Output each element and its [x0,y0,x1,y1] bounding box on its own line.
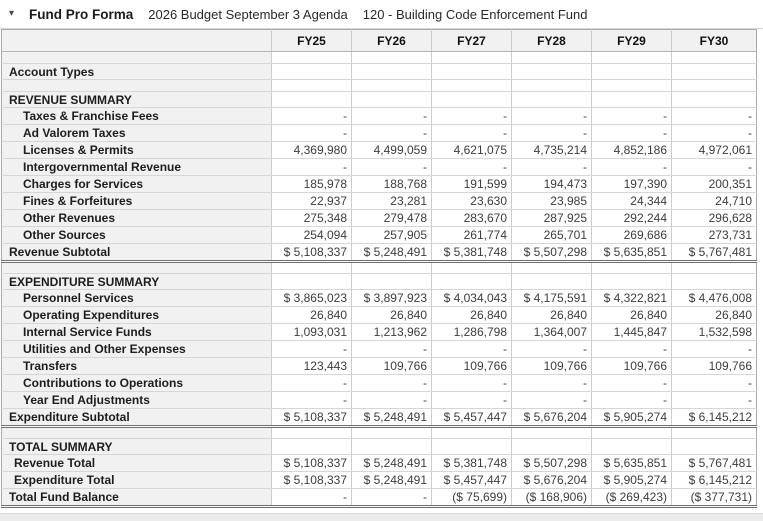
cell: $ 6,145,212 [672,409,757,427]
table-row [2,125,757,142]
row-label: Utilities and Other Expenses [2,341,272,358]
cell: $ 5,248,491 [352,244,432,262]
cell: 273,731 [672,227,757,244]
cell: - [352,392,432,409]
cell [672,439,757,455]
cell [352,439,432,455]
column-header-fy28: FY28 [512,30,592,52]
cell: ($ 75,699) [432,489,512,507]
cell [592,274,672,290]
table-row [2,375,757,392]
table-row [2,92,757,108]
cell: 200,351 [672,176,757,193]
cell: - [512,392,592,409]
cell: $ 5,767,481 [672,455,757,472]
cell: 191,599 [432,176,512,193]
cell: 265,701 [512,227,592,244]
cell: 22,937 [272,193,352,210]
table-row [2,409,757,427]
cell: - [672,108,757,125]
table-row [2,52,757,64]
cell [432,64,512,80]
cell: - [352,125,432,142]
table-row [2,193,757,210]
cell: - [272,341,352,358]
cell: - [432,392,512,409]
table-row [2,341,757,358]
cell: 254,094 [272,227,352,244]
row-label: Intergovernmental Revenue [2,159,272,176]
cell [512,439,592,455]
cell: 23,281 [352,193,432,210]
cell [672,274,757,290]
cell: $ 4,034,043 [432,290,512,307]
column-header-fy29: FY29 [592,30,672,52]
cell [352,262,432,274]
cell [672,427,757,439]
row-label [2,262,272,274]
table-row [2,427,757,439]
cell [672,80,757,92]
row-label [2,427,272,439]
row-label: Operating Expenditures [2,307,272,324]
row-label: TOTAL SUMMARY [2,439,272,455]
cell [512,274,592,290]
table-row [2,64,757,80]
cell [672,64,757,80]
cell: $ 5,767,481 [672,244,757,262]
cell: 197,390 [592,176,672,193]
cell: $ 3,897,923 [352,290,432,307]
row-label: Licenses & Permits [2,142,272,159]
row-label: Year End Adjustments [2,392,272,409]
cell: $ 5,248,491 [352,409,432,427]
cell: 4,972,061 [672,142,757,159]
cell: 24,710 [672,193,757,210]
cell: $ 5,635,851 [592,455,672,472]
cell: $ 5,635,851 [592,244,672,262]
cell: 1,364,007 [512,324,592,341]
cell: 296,628 [672,210,757,227]
cell: 283,670 [432,210,512,227]
cell: $ 5,676,204 [512,409,592,427]
table-row [2,274,757,290]
cell [432,92,512,108]
cell [512,52,592,64]
cell: - [512,341,592,358]
cell: 123,443 [272,358,352,375]
cell [432,274,512,290]
cell: - [352,489,432,507]
cell: 4,369,980 [272,142,352,159]
cell: 23,985 [512,193,592,210]
column-header-fy26: FY26 [352,30,432,52]
row-label: Ad Valorem Taxes [2,125,272,142]
cell: $ 5,108,337 [272,244,352,262]
cell [672,92,757,108]
table-row [2,244,757,262]
cell [592,92,672,108]
cell: 4,621,075 [432,142,512,159]
column-header-fy25: FY25 [272,30,352,52]
cell: - [272,375,352,392]
cell [432,262,512,274]
cell: 194,473 [512,176,592,193]
table-row [2,80,757,92]
cell: 23,630 [432,193,512,210]
cell [352,80,432,92]
cell: $ 5,108,337 [272,472,352,489]
cell: 109,766 [592,358,672,375]
cell [592,427,672,439]
cell [352,64,432,80]
cell: 1,213,962 [352,324,432,341]
breadcrumb-budget: 2026 Budget September 3 Agenda [148,6,348,22]
cell: 26,840 [512,307,592,324]
cell: 185,978 [272,176,352,193]
cell: - [352,375,432,392]
row-label [2,52,272,64]
cell: $ 5,248,491 [352,472,432,489]
cell: 4,735,214 [512,142,592,159]
cell: - [672,392,757,409]
row-label: Charges for Services [2,176,272,193]
cell: - [352,341,432,358]
column-header-fy30: FY30 [672,30,757,52]
cell: $ 6,145,212 [672,472,757,489]
page-title: Fund Pro Forma [29,6,134,22]
row-label: Contributions to Operations [2,375,272,392]
cell: $ 5,457,447 [432,472,512,489]
collapse-chevron-icon[interactable]: ▾ [9,8,15,19]
table-row [2,472,757,489]
cell: - [272,159,352,176]
cell [352,274,432,290]
cell: 109,766 [672,358,757,375]
table-row [2,142,757,159]
cell: - [272,392,352,409]
cell [272,427,352,439]
table-row [2,290,757,307]
cell [672,262,757,274]
cell: 4,852,186 [592,142,672,159]
cell: 1,093,031 [272,324,352,341]
cell: - [352,108,432,125]
row-label: Transfers [2,358,272,375]
cell [672,52,757,64]
cell: 287,925 [512,210,592,227]
cell: 257,905 [352,227,432,244]
table-row [2,324,757,341]
cell: $ 5,248,491 [352,455,432,472]
row-label: Taxes & Franchise Fees [2,108,272,125]
proforma-table [1,29,757,508]
cell: 1,445,847 [592,324,672,341]
cell: - [272,489,352,507]
table-row [2,210,757,227]
cell: 26,840 [432,307,512,324]
panel-header [0,0,763,29]
row-label: REVENUE SUMMARY [2,92,272,108]
cell: 26,840 [272,307,352,324]
table-row [2,262,757,274]
cell [272,262,352,274]
row-label: Internal Service Funds [2,324,272,341]
cell: 1,286,798 [432,324,512,341]
cell [272,439,352,455]
row-label: Revenue Subtotal [2,244,272,262]
cell: - [592,125,672,142]
cell: 26,840 [592,307,672,324]
cell: - [512,375,592,392]
cell [512,92,592,108]
row-label [2,80,272,92]
cell: - [672,341,757,358]
cell [432,427,512,439]
cell: $ 5,905,274 [592,472,672,489]
table-row [2,176,757,193]
cell: - [352,159,432,176]
cell: 1,532,598 [672,324,757,341]
row-label: Account Types [2,64,272,80]
cell: - [432,159,512,176]
cell: - [592,375,672,392]
cell: $ 5,381,748 [432,244,512,262]
cell [432,439,512,455]
row-label: Expenditure Total [2,472,272,489]
table-row [2,358,757,375]
cell: 188,768 [352,176,432,193]
cell: - [592,341,672,358]
cell [352,92,432,108]
cell: 109,766 [432,358,512,375]
cell: - [432,375,512,392]
cell: ($ 269,423) [592,489,672,507]
row-label: Fines & Forfeitures [2,193,272,210]
cell: $ 5,108,337 [272,409,352,427]
cell: 292,244 [592,210,672,227]
cell: - [512,125,592,142]
cell: - [272,125,352,142]
cell: - [592,108,672,125]
cell [512,80,592,92]
cell: $ 5,381,748 [432,455,512,472]
cell: - [592,392,672,409]
cell: - [432,125,512,142]
breadcrumb-fund: 120 - Building Code Enforcement Fund [362,6,588,22]
cell [592,439,672,455]
cell [272,92,352,108]
row-label: EXPENDITURE SUMMARY [2,274,272,290]
cell [432,80,512,92]
cell: $ 5,676,204 [512,472,592,489]
cell: 269,686 [592,227,672,244]
cell [352,427,432,439]
cell: ($ 168,906) [512,489,592,507]
cell [592,52,672,64]
cell [272,64,352,80]
column-header-row [2,30,757,52]
cell: 279,478 [352,210,432,227]
row-label: Total Fund Balance [2,489,272,507]
row-label: Other Sources [2,227,272,244]
cell: $ 5,507,298 [512,455,592,472]
cell [432,52,512,64]
table-row [2,159,757,176]
table-row [2,392,757,409]
cell: - [432,341,512,358]
row-label: Revenue Total [2,455,272,472]
cell: - [512,159,592,176]
cell: $ 3,865,023 [272,290,352,307]
cell: $ 5,507,298 [512,244,592,262]
cell: - [512,108,592,125]
cell [512,262,592,274]
cell: 109,766 [512,358,592,375]
cell [272,52,352,64]
cell: 275,348 [272,210,352,227]
cell [272,80,352,92]
cell: - [672,159,757,176]
cell [592,80,672,92]
cell: $ 4,476,008 [672,290,757,307]
cell: $ 4,322,821 [592,290,672,307]
row-label-header [2,30,272,52]
table-row [2,489,757,507]
cell [512,427,592,439]
cell: 4,499,059 [352,142,432,159]
cell [592,262,672,274]
row-label: Expenditure Subtotal [2,409,272,427]
row-label: Personnel Services [2,290,272,307]
row-label: Other Revenues [2,210,272,227]
cell: $ 5,457,447 [432,409,512,427]
cell: - [592,159,672,176]
cell: 26,840 [672,307,757,324]
table-row [2,227,757,244]
cell [352,52,432,64]
cell: 24,344 [592,193,672,210]
cell: 26,840 [352,307,432,324]
table-row [2,108,757,125]
column-header-fy27: FY27 [432,30,512,52]
cell: - [672,125,757,142]
cell [272,274,352,290]
table-row [2,455,757,472]
cell: - [272,108,352,125]
cell: $ 5,905,274 [592,409,672,427]
cell: $ 5,108,337 [272,455,352,472]
table-row [2,307,757,324]
cell [592,64,672,80]
table-row [2,439,757,455]
cell: 261,774 [432,227,512,244]
cell: - [672,375,757,392]
cell [512,64,592,80]
cell: 109,766 [352,358,432,375]
cell: ($ 377,731) [672,489,757,507]
cell: - [432,108,512,125]
cell: $ 4,175,591 [512,290,592,307]
